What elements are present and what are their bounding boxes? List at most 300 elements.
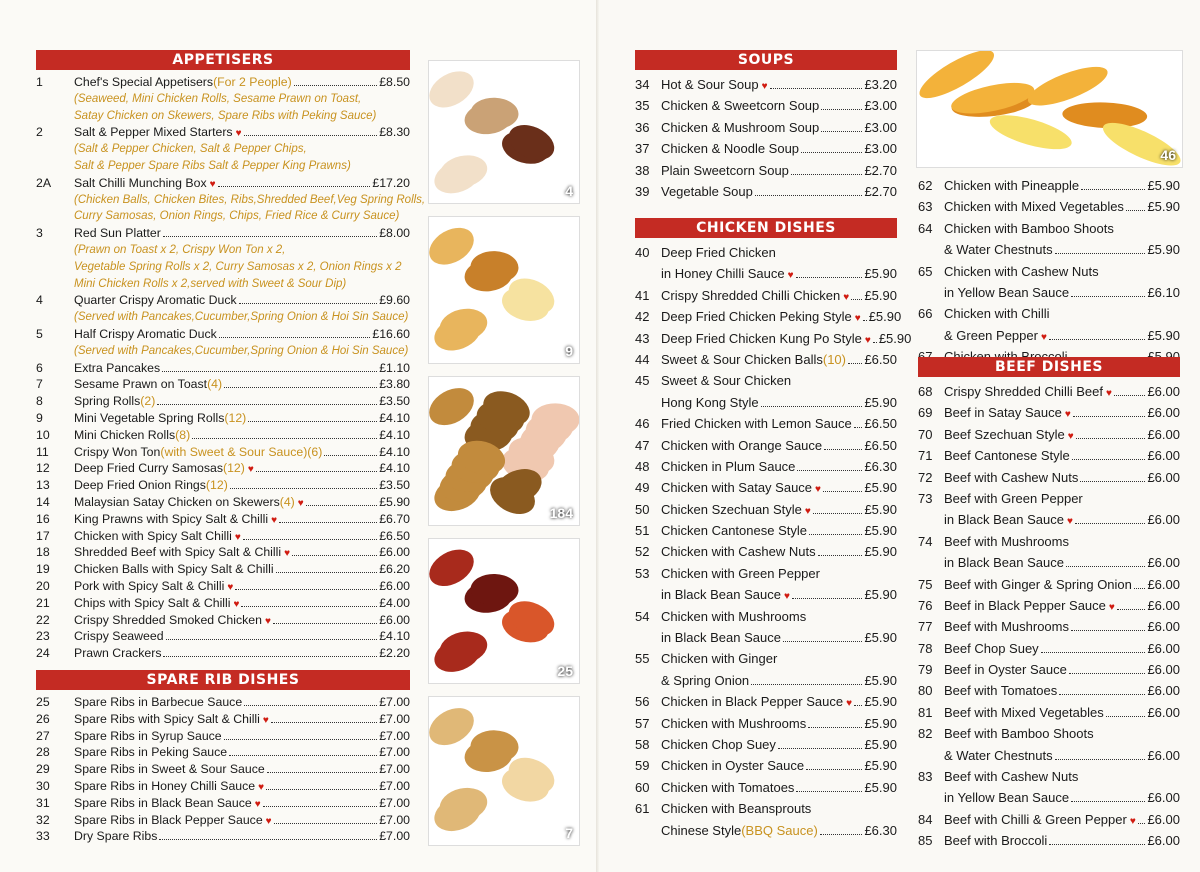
item-number: 66 (918, 306, 933, 322)
item-note: (8) (175, 427, 191, 442)
item-name: in Black Bean Sauce (661, 587, 781, 603)
menu-item (635, 499, 897, 520)
dot-leader (163, 236, 377, 237)
menu-item (635, 74, 897, 95)
item-name: in Yellow Bean Sauce (944, 790, 1070, 806)
menu-item (635, 392, 897, 413)
item-number: 31 (36, 795, 50, 810)
item-price: £5.90 (864, 736, 897, 752)
item-name: Beef with Mushrooms (944, 619, 1069, 635)
item-name: Chicken with Mushrooms (661, 608, 807, 624)
beef-header: BEEF DISHES (918, 357, 1180, 377)
item-number: 45 (635, 373, 650, 389)
item-number: 56 (635, 694, 650, 710)
dot-leader (818, 555, 863, 556)
dot-leader (1114, 395, 1146, 396)
item-number: 26 (36, 711, 50, 726)
item-price: £7.00 (379, 695, 410, 709)
item-price: £8.00 (379, 226, 410, 241)
item-number: 61 (635, 801, 650, 817)
item-description: (Served with Pancakes,Cucumber,Spring Onion & Hoi Sin Sauce) (74, 311, 409, 324)
photo-number: 25 (557, 663, 573, 679)
item-note: (12) (205, 478, 228, 493)
item-name: Chicken in Oyster Sauce (661, 758, 805, 774)
item-note: (4) (279, 494, 295, 509)
dot-leader (1076, 438, 1146, 439)
item-note: (For 2 People) (213, 75, 292, 89)
item-price: £6.00 (379, 612, 410, 627)
dot-leader (863, 320, 867, 321)
item-name: Beef in Black Pepper Sauce (944, 597, 1106, 613)
item-name: Beef with Ginger & Spring Onion (944, 576, 1132, 592)
menu-item (36, 124, 410, 141)
menu-item (635, 181, 897, 202)
dot-leader (219, 337, 371, 338)
item-name: & Spring Onion (661, 672, 750, 688)
item-price: £6.00 (1147, 619, 1180, 635)
chilli-icon: ♥ (815, 484, 821, 496)
item-number: 58 (635, 736, 650, 752)
menu-item (918, 745, 1180, 766)
dot-leader (263, 806, 378, 807)
dot-leader (1071, 801, 1145, 802)
item-price: £3.00 (864, 119, 897, 135)
item-name: Beef Chop Suey (944, 640, 1039, 656)
beef-list (918, 381, 1180, 852)
dot-leader (873, 342, 877, 343)
item-name: Chicken & Sweetcorn Soup (661, 98, 820, 114)
item-name: Quarter Crispy Aromatic Duck (74, 293, 237, 308)
item-price: £7.00 (379, 711, 410, 726)
item-name: Beef in Satay Sauce (944, 405, 1062, 421)
chicken-section (635, 218, 912, 841)
menu-item (36, 511, 410, 528)
item-price: £6.20 (379, 562, 410, 577)
item-number: 23 (36, 629, 50, 644)
item-number: 13 (36, 478, 50, 493)
item-price: £3.50 (379, 394, 410, 409)
item-number: 81 (918, 704, 933, 720)
item-name: Beef with Green Pepper (944, 490, 1083, 506)
item-description: Mini Chicken Rolls x 2,served with Sweet & Sour Dip) (74, 277, 347, 290)
menu-item (918, 638, 1180, 659)
spare-ribs-photo (428, 538, 580, 684)
lemon-chicken-photo (916, 50, 1183, 168)
item-name: Crispy Won Ton (74, 444, 161, 459)
dot-leader (751, 684, 862, 685)
chilli-icon: ♥ (262, 714, 269, 726)
item-name: Chicken with Tomatoes (661, 779, 795, 795)
menu-item (918, 787, 1180, 808)
menu-item (635, 349, 897, 370)
item-number: 37 (635, 141, 650, 157)
item-price: £6.10 (1147, 284, 1180, 300)
dot-leader (159, 839, 377, 840)
item-number: 51 (635, 523, 650, 539)
item-number: 41 (635, 287, 650, 303)
chilli-icon: ♥ (235, 128, 242, 140)
item-number: 36 (635, 119, 650, 135)
item-number: 4 (36, 293, 43, 308)
item-number: 77 (918, 619, 933, 635)
dot-leader (848, 363, 862, 364)
item-name: Spare Ribs in Black Bean Sauce (74, 795, 252, 810)
item-name: Crispy Shredded Smoked Chicken (74, 612, 262, 627)
photo-art-5 (917, 51, 1182, 167)
item-price: £5.90 (864, 523, 897, 539)
item-name: Beef with Tomatoes (944, 683, 1058, 699)
menu-page-right (600, 0, 1200, 872)
item-name: Chicken Szechuan Style (661, 501, 802, 517)
item-name: & Water Chestnuts (944, 747, 1053, 763)
item-number: 85 (918, 833, 933, 849)
item-name: Vegetable Soup (661, 183, 753, 199)
item-description: (Prawn on Toast x 2, Crispy Won Ton x 2, (74, 243, 286, 256)
dot-leader (1049, 844, 1145, 845)
appetisers-section (36, 50, 426, 662)
item-name: Deep Fried Onion Rings (74, 478, 206, 493)
item-name: in Black Bean Sauce (661, 630, 781, 646)
item-name: Fried Chicken with Lemon Sauce (661, 416, 852, 432)
chilli-icon: ♥ (1064, 409, 1071, 421)
menu-item (36, 360, 410, 377)
item-number: 7 (36, 377, 43, 392)
dot-leader (218, 186, 371, 187)
item-name: Chicken Cantonese Style (661, 523, 807, 539)
item-number: 71 (918, 448, 933, 464)
dot-leader (241, 606, 377, 607)
item-number: 14 (36, 494, 50, 509)
menu-item (635, 798, 897, 819)
item-name: Beef Cantonese Style (944, 448, 1070, 464)
item-number: 79 (918, 662, 933, 678)
item-number: 55 (635, 651, 650, 667)
item-price: £6.00 (1147, 683, 1180, 699)
chilli-icon: ♥ (234, 531, 241, 543)
item-number: 6 (36, 360, 43, 375)
dot-leader (163, 656, 377, 657)
item-name: Chicken with Satay Sauce (661, 480, 813, 496)
item-price: £16.60 (372, 326, 410, 341)
item-price: £7.00 (379, 812, 410, 827)
menu-item (36, 477, 410, 494)
item-price: £4.10 (379, 444, 410, 459)
dot-leader (271, 722, 377, 723)
item-name: Beef with Chilli & Green Pepper (944, 811, 1127, 827)
item-price: £7.00 (379, 829, 410, 844)
item-number: 25 (36, 695, 50, 709)
item-number: 80 (918, 683, 933, 699)
item-number: 64 (918, 220, 933, 236)
dot-leader (192, 438, 377, 439)
item-price: £6.00 (1147, 704, 1180, 720)
photo-number: 9 (565, 343, 573, 359)
item-number: 19 (36, 562, 50, 577)
menu-item (36, 828, 410, 845)
item-name: Beef with Mushrooms (944, 533, 1069, 549)
sesame-toast-photo (428, 696, 580, 846)
item-number: 70 (918, 426, 933, 442)
item-name: Malaysian Satay Chicken on Skewers (74, 494, 280, 509)
menu-item (635, 627, 897, 648)
dot-leader (755, 195, 863, 196)
item-note: (2) (140, 394, 156, 409)
dot-leader (162, 371, 377, 372)
item-note: (12) (222, 461, 245, 476)
item-price: £3.00 (864, 98, 897, 114)
menu-item (36, 761, 410, 778)
item-price: £6.70 (379, 511, 410, 526)
dot-leader (813, 513, 863, 514)
item-name: Spare Ribs in Syrup Sauce (74, 728, 222, 743)
item-number: 72 (918, 469, 933, 485)
item-number: 27 (36, 728, 50, 743)
item-number: 49 (635, 480, 650, 496)
item-name: Dry Spare Ribs (74, 829, 158, 844)
item-description: (Seaweed, Mini Chicken Rolls, Sesame Prawn on Toast, (74, 92, 362, 105)
menu-item (36, 175, 410, 192)
item-price: £6.00 (1147, 747, 1180, 763)
item-number: 50 (635, 501, 650, 517)
item-name: Chicken with Pineapple (944, 178, 1080, 193)
dot-leader (273, 623, 377, 624)
item-price: £5.90 (878, 330, 912, 346)
menu-item (635, 370, 897, 391)
item-number: 8 (36, 394, 43, 409)
item-note: (4) (207, 377, 223, 392)
item-number: 10 (36, 427, 50, 442)
menu-item (36, 612, 410, 629)
item-name: Chef's Special Appetisers (74, 75, 214, 89)
menu-item (918, 445, 1180, 466)
item-price: £8.50 (379, 75, 410, 89)
dot-leader (1071, 296, 1145, 297)
item-name: Spare Ribs in Sweet & Sour Sauce (74, 762, 265, 777)
menu-item (635, 713, 897, 734)
item-price: £5.90 (1147, 327, 1180, 343)
menu-item (918, 325, 1180, 346)
menu-item (36, 795, 410, 812)
item-name: in Black Bean Sauce (944, 512, 1064, 528)
item-price: £2.70 (864, 162, 897, 178)
item-price: £6.50 (864, 437, 897, 453)
item-description: (Served with Pancakes,Cucumber,Spring Onion & Hoi Sin Sauce) (74, 344, 409, 357)
item-price: £3.00 (864, 141, 897, 157)
item-name: Deep Fried Chicken (661, 245, 776, 260)
menu-item (635, 520, 897, 541)
item-name: Chicken with Ginger (661, 651, 778, 667)
item-price: £9.60 (379, 293, 410, 308)
item-name: Pork with Spicy Salt & Chilli (74, 578, 225, 593)
menu-item (36, 544, 410, 561)
item-price: £6.00 (1147, 597, 1180, 613)
menu-item (36, 410, 410, 427)
item-name: Chicken with Mushrooms (661, 715, 807, 731)
item-price: £5.90 (864, 544, 897, 560)
item-number: 84 (918, 811, 933, 827)
item-name: Mini Chicken Rolls (74, 427, 176, 442)
chilli-icon: ♥ (783, 591, 790, 603)
item-name: Deep Fried Chicken Kung Po Style (661, 330, 862, 346)
menu-item (36, 595, 410, 612)
menu-item (36, 444, 410, 461)
item-name: Chicken with Chilli (944, 306, 1050, 322)
dot-leader (324, 455, 377, 456)
chilli-icon: ♥ (1108, 601, 1115, 613)
item-number: 18 (36, 545, 50, 560)
item-price: £2.20 (379, 646, 410, 661)
dot-leader (1075, 523, 1146, 524)
menu-item (918, 531, 1180, 552)
menu-item (635, 435, 897, 456)
chilli-icon: ♥ (761, 81, 768, 92)
chilli-icon: ♥ (247, 464, 254, 476)
chicken-list (635, 242, 912, 841)
menu-item (635, 584, 897, 605)
item-number: 54 (635, 608, 650, 624)
chicken-header: CHICKEN DISHES (635, 218, 897, 238)
menu-item (635, 477, 897, 498)
item-name: Salt & Pepper Mixed Starters (74, 125, 233, 140)
item-price: £6.00 (1147, 576, 1180, 592)
item-number: 22 (36, 612, 50, 627)
dot-leader (292, 555, 377, 556)
item-price: £5.90 (864, 480, 897, 496)
item-name: Chicken Chop Suey (661, 736, 776, 752)
appetisers-list (36, 74, 426, 662)
dot-leader (797, 470, 862, 471)
item-price: £6.00 (1147, 662, 1180, 678)
dot-leader (809, 534, 862, 535)
item-name: Shredded Beef with Spicy Salt & Chilli (74, 545, 282, 560)
item-name: King Prawns with Spicy Salt & Chilli (74, 511, 269, 526)
item-name: Chicken with Cashew Nuts (944, 263, 1099, 279)
item-name: Mini Vegetable Spring Rolls (74, 410, 225, 425)
menu-item (635, 138, 897, 159)
item-name: Chicken & Noodle Soup (661, 141, 800, 157)
menu-item (635, 541, 897, 562)
item-name: Deep Fried Chicken Peking Style (661, 309, 852, 325)
item-price: £17.20 (372, 175, 410, 190)
item-name: Beef with Cashew Nuts (944, 469, 1079, 485)
dot-leader (224, 387, 377, 388)
item-number: 12 (36, 461, 50, 476)
item-number: 75 (918, 576, 933, 592)
item-price: £5.90 (864, 266, 897, 282)
dot-leader (1066, 566, 1145, 567)
item-name: Spare Ribs in Peking Sauce (74, 745, 228, 760)
item-number: 68 (918, 384, 933, 399)
soups-list (635, 74, 897, 202)
dot-leader (279, 522, 377, 523)
menu-item (36, 694, 410, 711)
chilli-icon: ♥ (1066, 516, 1073, 528)
item-number: 11 (36, 444, 49, 459)
item-name: Chicken with Spicy Salt Chilli (74, 528, 232, 543)
menu-item (635, 328, 912, 349)
dot-leader (854, 427, 863, 428)
dot-leader (801, 152, 862, 153)
item-price: £6.00 (1147, 405, 1180, 421)
dot-leader (851, 299, 862, 300)
menu-item (918, 196, 1180, 217)
appetisers-header: APPETISERS (36, 50, 410, 70)
menu-item (918, 723, 1180, 744)
photo-art-4 (429, 697, 579, 845)
item-price: £5.90 (864, 758, 897, 774)
item-number: 63 (918, 199, 933, 215)
photo-number: 4 (565, 183, 573, 199)
dot-leader (230, 488, 377, 489)
item-name: Beef with Cashew Nuts (944, 769, 1079, 785)
beef-section (918, 357, 1180, 852)
item-name: Spare Ribs in Honey Chilli Sauce (74, 778, 256, 793)
item-price: £6.00 (1147, 512, 1180, 528)
item-price: £6.00 (1147, 384, 1180, 399)
spare-ribs-list (36, 694, 410, 845)
menu-item (635, 456, 897, 477)
item-number: 69 (918, 405, 933, 421)
item-name: Spring Rolls (74, 394, 141, 409)
dot-leader (157, 404, 377, 405)
item-name: Beef with Mixed Vegetables (944, 704, 1104, 720)
item-name: Chicken & Mushroom Soup (661, 119, 820, 135)
item-number: 62 (918, 178, 933, 193)
item-price: £5.90 (864, 630, 897, 646)
item-name: Chicken with Green Pepper (661, 565, 820, 581)
chilli-icon: ♥ (846, 698, 853, 710)
menu-item (918, 239, 1180, 260)
menu-item (635, 734, 897, 755)
item-number: 83 (918, 769, 933, 785)
menu-item (36, 376, 410, 393)
menu-item (36, 578, 410, 595)
menu-item (635, 413, 897, 434)
menu-item (918, 488, 1180, 509)
menu-item (918, 830, 1180, 851)
soups-header: SOUPS (635, 50, 897, 70)
dot-leader (824, 449, 862, 450)
item-price: £4.10 (379, 427, 410, 442)
item-name: Chicken with Orange Sauce (661, 437, 823, 453)
chilli-icon: ♥ (804, 505, 811, 517)
item-name: Chicken with Cashew Nuts (661, 544, 816, 560)
menu-item (635, 263, 897, 284)
photo-art-1 (429, 217, 579, 363)
item-price: £6.50 (864, 416, 897, 432)
item-name: Sweet & Sour Chicken (661, 373, 792, 389)
item-name: Spare Ribs in Barbecue Sauce (74, 695, 243, 709)
item-description: (Chicken Balls, Chicken Bites, Ribs,Shredded Beef,Veg Spring Rolls, (74, 193, 426, 206)
item-name: Salt Chilli Munching Box (74, 175, 207, 190)
item-number: 52 (635, 544, 650, 560)
item-number: 16 (36, 511, 50, 526)
item-price: £6.00 (1147, 640, 1180, 656)
dot-leader (808, 727, 862, 728)
item-price: £4.10 (379, 461, 410, 476)
menu-item (635, 648, 897, 669)
item-price: £5.90 (379, 494, 410, 509)
menu-item (36, 778, 410, 795)
item-price: £5.90 (864, 694, 897, 710)
chilli-icon: ♥ (843, 291, 850, 303)
item-note: (12) (224, 410, 247, 425)
menu-item (36, 561, 410, 578)
dot-leader (1055, 759, 1146, 760)
dot-leader (274, 823, 378, 824)
item-price: £3.50 (379, 478, 410, 493)
spring-roll-duck-photo (428, 60, 580, 204)
